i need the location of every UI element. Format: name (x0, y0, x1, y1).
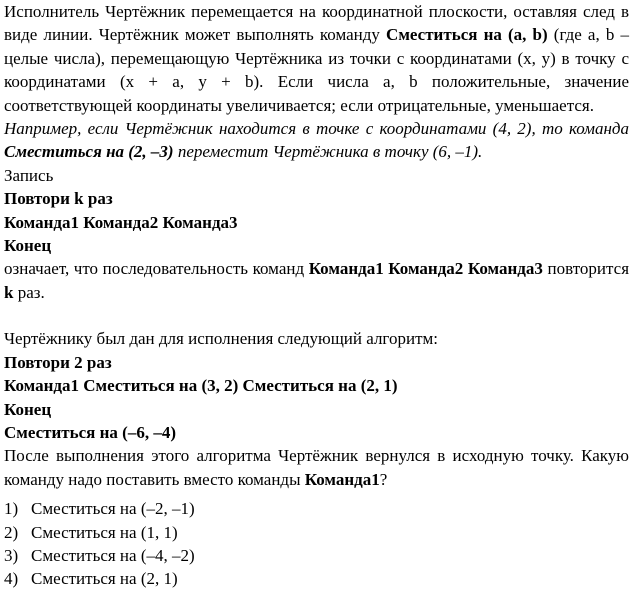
answer-options (4, 497, 629, 591)
example-text-1: Например, если Чертёжник находится в точке с координатами (4, 2), то команда (4, 119, 629, 139)
record-label: Запись (4, 165, 54, 185)
answer-option[interactable] (4, 567, 629, 590)
option-number: 3) (4, 545, 19, 565)
task-repeat: Повтори 2 раз (4, 352, 112, 372)
syntax-meaning (4, 257, 629, 304)
task-given: Чертёжнику был дан для исполнения следующий алгоритм: (4, 329, 438, 349)
meaning-commands: Команда1 Команда2 Команда3 (308, 259, 543, 279)
option-text: Сместиться на (1, 1) (31, 522, 178, 542)
intro-command: Сместиться на (a, b) (386, 25, 548, 45)
intro-paragraph (4, 0, 629, 117)
example-text-2: переместит Чертёжника в точку (6, –1). (173, 142, 483, 162)
answer-option[interactable] (4, 521, 629, 544)
meaning-k: k (4, 282, 14, 302)
spacer (4, 304, 629, 327)
task-body: Команда1 Сместиться на (3, 2) Сместиться на (2, 1) (4, 376, 398, 396)
task-question (4, 444, 629, 491)
intro-text-1: Исполнитель Чертёжник перемещается на координатной плоскости, оставляя след в виде линии. Чертёжник может выполнять команду (4, 2, 629, 45)
option-number: 4) (4, 569, 19, 589)
question-text-1: После выполнения этого алгоритма Чертёжник вернулся в исходную точку. Какую команду надо поставить вместо команды (4, 446, 629, 489)
meaning-text-1: означает, что последовательность команд (4, 259, 309, 279)
option-text: Сместиться на (–4, –2) (31, 545, 195, 565)
question-text-2: ? (379, 469, 388, 489)
syntax-end: Конец (4, 236, 52, 256)
syntax-commands: Команда1 Команда2 Команда3 (4, 212, 238, 232)
option-text: Сместиться на (2, 1) (31, 569, 178, 589)
syntax-repeat: Повтори k раз (4, 189, 113, 209)
option-number: 1) (4, 499, 19, 519)
option-text: Сместиться на (–2, –1) (31, 499, 195, 519)
example-command: Сместиться на (2, –3) (4, 142, 174, 162)
answer-option[interactable] (4, 497, 629, 520)
example-paragraph (4, 117, 629, 164)
task-end: Конец (4, 399, 52, 419)
task-last: Сместиться на (–6, –4) (4, 422, 177, 442)
intro-text-2: (где a, b – целые числа), перемещающую Чертёжника из точки с координатами (x, y) в точку с координатами (x + a, y + b). Если числа a, b положительные, значение соответствующей координаты увеличивается; если отрицательные, уменьшается. (4, 25, 629, 115)
option-number: 2) (4, 522, 19, 542)
meaning-text-3: раз. (13, 282, 45, 302)
question-command: Команда1 (304, 469, 380, 489)
answer-option[interactable] (4, 544, 629, 567)
meaning-text-2: повторится (542, 259, 630, 279)
